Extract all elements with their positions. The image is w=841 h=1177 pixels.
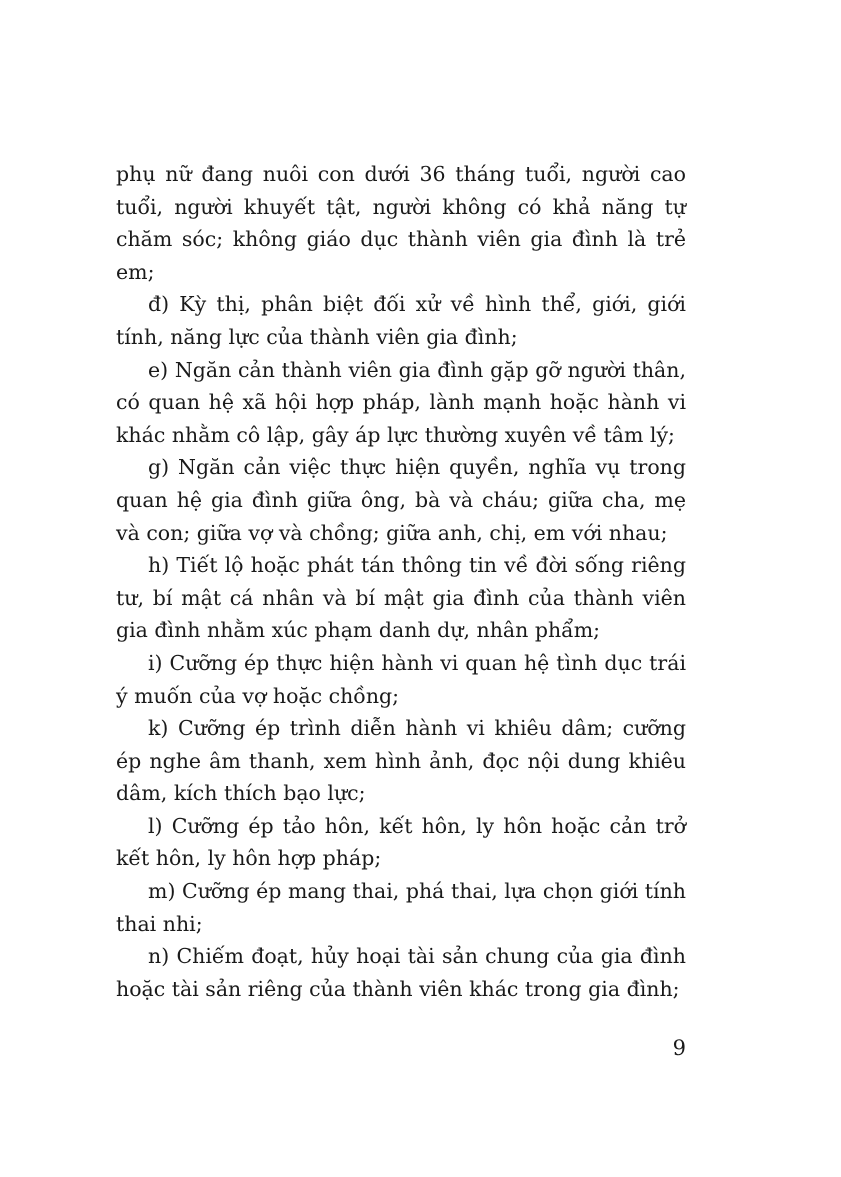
paragraph-item-g: g) Ngăn cản việc thực hiện quyền, nghĩa vụ trong quan hệ gia đình giữa ông, bà và cháu; giữa cha, mẹ và con; giữa vợ và chồng; giữa anh, chị, em với nhau; (116, 455, 686, 545)
paragraph-continuation: phụ nữ đang nuôi con dưới 36 tháng tuổi, người cao tuổi, người khuyết tật, người không có khả năng tự chăm sóc; không giáo dục thành viên gia đình là trẻ em; (116, 162, 686, 284)
paragraph-item-dd: đ) Kỳ thị, phân biệt đối xử về hình thể, giới, giới tính, năng lực của thành viên gia đình; (116, 292, 686, 349)
paragraph-item-i: i) Cưỡng ép thực hiện hành vi quan hệ tình dục trái ý muốn của vợ hoặc chồng; (116, 650, 686, 708)
page-number: 9 (672, 1036, 686, 1060)
paragraph-item-m: m) Cưỡng ép mang thai, phá thai, lựa chọn giới tính thai nhi; (116, 879, 686, 936)
paragraph-item-e: e) Ngăn cản thành viên gia đình gặp gỡ người thân, có quan hệ xã hội hợp pháp, lành mạnh hoặc hành vi khác nhằm cô lập, gây áp lực thường xuyên về tâm lý; (116, 357, 686, 447)
body-text (116, 158, 686, 1005)
paragraph-item-n: n) Chiếm đoạt, hủy hoại tài sản chung của gia đình hoặc tài sản riêng của thành viên khác trong gia đình; (116, 944, 686, 1001)
paragraph-item-h: h) Tiết lộ hoặc phát tán thông tin về đời sống riêng tư, bí mật cá nhân và bí mật gia đình của thành viên gia đình nhằm xúc phạm danh dự, nhân phẩm; (116, 553, 686, 643)
paragraph-item-l: l) Cưỡng ép tảo hôn, kết hôn, ly hôn hoặc cản trở kết hôn, ly hôn hợp pháp; (116, 813, 686, 871)
paragraph-item-k: k) Cưỡng ép trình diễn hành vi khiêu dâm; cưỡng ép nghe âm thanh, xem hình ảnh, đọc nội dung khiêu dâm, kích thích bạo lực; (116, 716, 686, 806)
